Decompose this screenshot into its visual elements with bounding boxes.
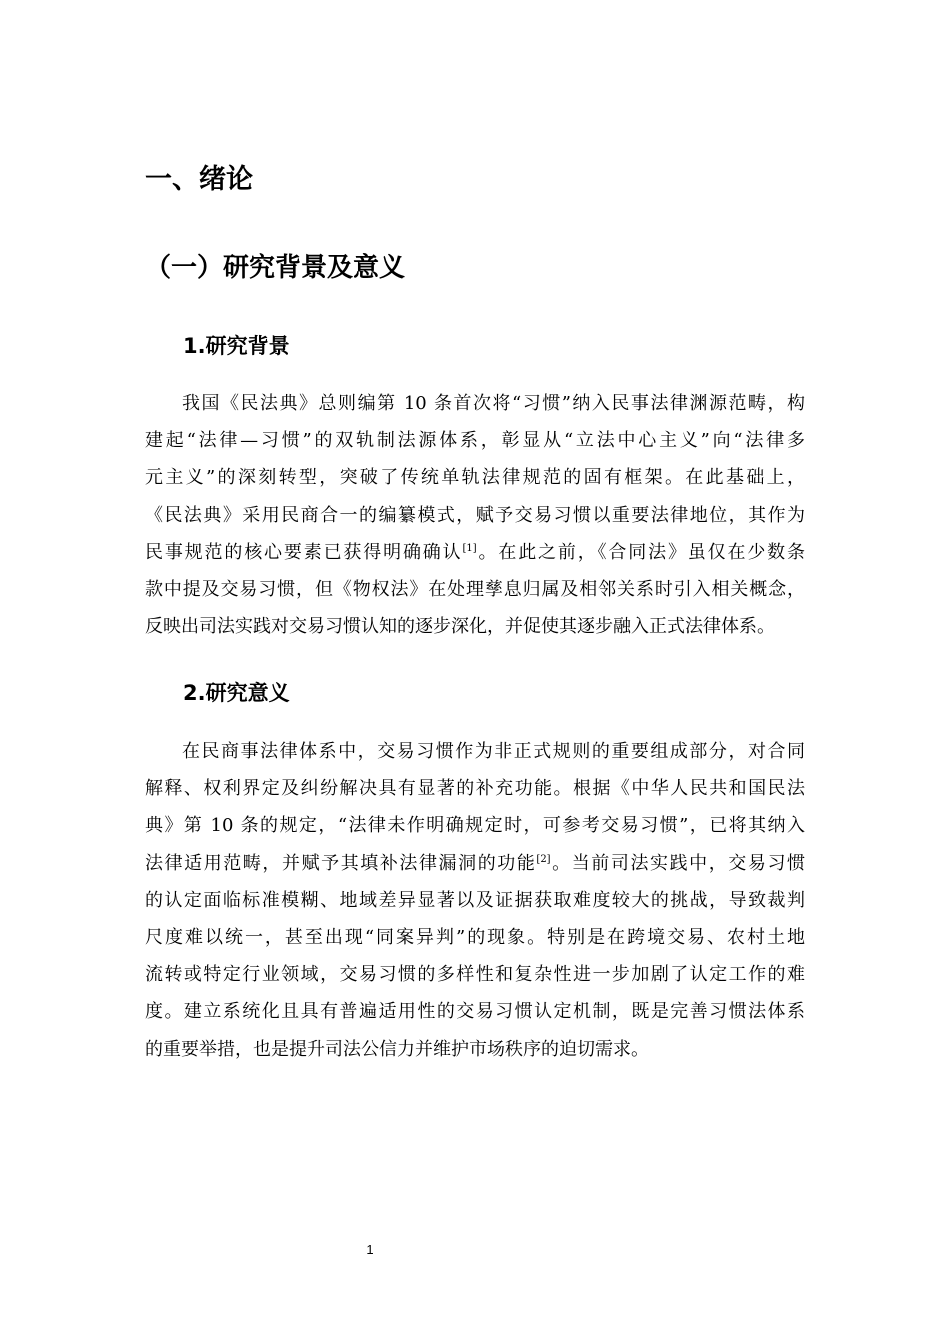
line-text: 法律适用范畴，并赋予其填补法律漏洞的功能 — [145, 852, 537, 874]
paragraph-line — [145, 1031, 805, 1068]
paragraph-research-significance — [145, 733, 805, 1068]
paragraph-line — [145, 882, 805, 919]
paragraph-line — [145, 385, 805, 422]
paragraph-line — [145, 919, 805, 956]
line-text: 。当前司法实践中，交易习惯 — [550, 852, 806, 874]
paragraph-line — [145, 534, 805, 571]
line-text: 反映出司法实践对交易习惯认知的逐步深化，并促使其逐步融入正式法律体系。 — [145, 616, 775, 638]
line-text: 的重要举措，也是提升司法公信力并维护市场秩序的迫切需求。 — [145, 1038, 649, 1060]
line-text: 。在此之前，《合同法》虽仅在少数条 — [476, 541, 806, 563]
chapter-heading: 一、绪论 — [145, 164, 253, 195]
paragraph-line — [145, 733, 805, 770]
line-text: 解释、权利界定及纠纷解决具有显著的补充功能。根据《中华人民共和国民法 — [145, 778, 805, 800]
line-text: 度。建立系统化且具有普遍适用性的交易习惯认定机制，既是完善习惯法体系 — [145, 1001, 805, 1023]
paragraph-line — [145, 571, 805, 608]
paragraph-line — [145, 956, 805, 993]
line-text: 款中提及交易习惯，但《物权法》在处理孳息归属及相邻关系时引入相关概念， — [145, 578, 805, 600]
paragraph-line — [145, 770, 805, 807]
line-text: 尺度难以统一，甚至出现“同案异判”的现象。特别是在跨境交易、农村土地 — [145, 926, 805, 948]
paragraph-line — [145, 422, 805, 459]
line-text: 民事规范的核心要素已获得明确确认 — [145, 541, 463, 563]
paragraph-line — [145, 459, 805, 496]
subsection-heading-significance: 2.研究意义 — [183, 681, 290, 705]
line-text: 建起“法律—习惯”的双轨制法源体系，彰显从“立法中心主义”向“法律多 — [145, 430, 805, 452]
citation-reference[interactable]: [1] — [462, 542, 477, 554]
line-text: 流转或特定行业领域，交易习惯的多样性和复杂性进一步加剧了认定工作的难 — [145, 964, 805, 986]
paragraph-line — [145, 845, 805, 882]
line-text: 我国《民法典》总则编第 10 条首次将“习惯”纳入民事法律渊源范畴，构 — [182, 393, 805, 414]
line-text: 元主义”的深刻转型，突破了传统单轨法律规范的固有框架。在此基础上， — [145, 467, 805, 489]
citation-reference[interactable]: [2] — [536, 853, 551, 865]
paragraph-line — [145, 608, 805, 645]
line-text: 典》第 10 条的规定，“法律未作明确规定时，可参考交易习惯”，已将其纳入 — [145, 815, 805, 837]
section-heading: （一）研究背景及意义 — [145, 253, 406, 283]
line-text: 在民商事法律体系中，交易习惯作为非正式规则的重要组成部分，对合同 — [182, 741, 805, 762]
paragraph-line — [145, 807, 805, 844]
paragraph-research-background — [145, 385, 805, 645]
subsection-heading-background: 1.研究背景 — [183, 334, 290, 358]
paragraph-line — [145, 497, 805, 534]
line-text: 《民法典》采用民商合一的编纂模式，赋予交易习惯以重要法律地位，其作为 — [145, 504, 805, 526]
line-text: 的认定面临标准模糊、地域差异显著以及证据获取难度较大的挑战，导致裁判 — [145, 889, 805, 911]
paragraph-line — [145, 993, 805, 1030]
page-number: 1 — [366, 1242, 374, 1257]
